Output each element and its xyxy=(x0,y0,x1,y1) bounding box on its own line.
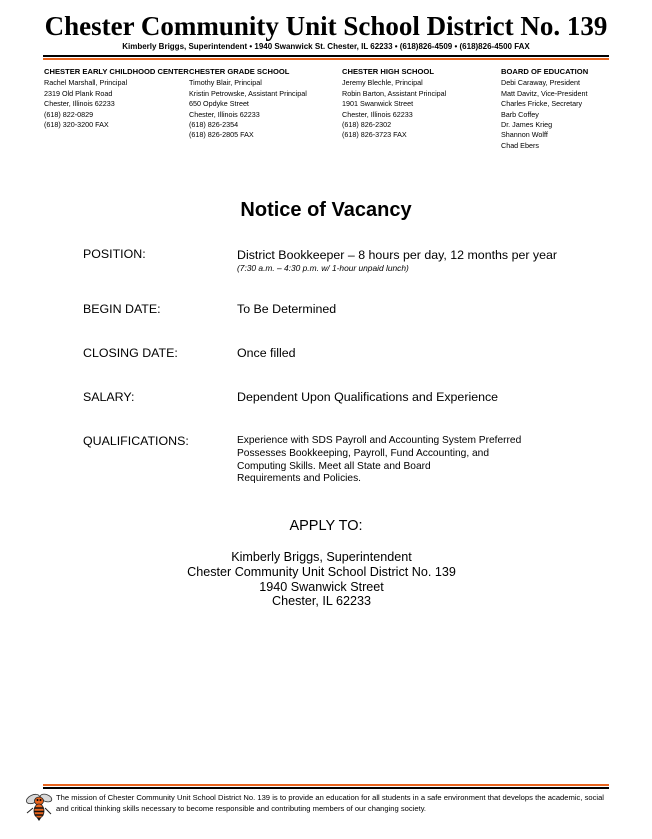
early-childhood-center-block xyxy=(44,67,189,130)
district-title: Chester Community Unit School District No. 139 xyxy=(44,11,608,41)
closing-date-value: Once filled xyxy=(237,346,296,360)
apply-to-heading: APPLY TO: xyxy=(289,518,363,534)
grade-school-block xyxy=(189,67,307,141)
column-heading: CHESTER HIGH SCHOOL xyxy=(342,67,434,76)
header-rule-orange xyxy=(43,58,609,60)
closing-date-label: CLOSING DATE: xyxy=(83,346,178,360)
footer-rule-orange xyxy=(43,784,609,786)
column-line: Chester, Illinois 62233 xyxy=(44,99,115,109)
district-contact-line: Kimberly Briggs, Superintendent • 1940 Swanwick St. Chester, IL 62233 • (618)826-4509 • (618)826-4500 FAX xyxy=(122,42,530,51)
column-line: Chester, Illinois 62233 xyxy=(342,109,413,119)
column-line: (618) 826-2302 xyxy=(342,120,392,130)
column-line: (618) 826-3723 FAX xyxy=(342,130,407,140)
column-line: (618) 822-0829 xyxy=(44,109,94,119)
column-line: (618) 320-3200 FAX xyxy=(44,120,109,130)
column-line: 1901 Swanwick Street xyxy=(342,99,414,109)
qualifications-label: QUALIFICATIONS: xyxy=(83,434,189,448)
apply-address-block xyxy=(0,550,643,609)
column-line: (618) 826-2354 xyxy=(189,120,239,130)
qualifications-line: Possesses Bookkeeping, Payroll, Fund Accounting, and xyxy=(237,447,490,459)
salary-label: SALARY: xyxy=(83,390,135,404)
column-line: Dr. James Krieg xyxy=(501,120,553,130)
qualifications-line: Experience with SDS Payroll and Accounting System Preferred xyxy=(237,435,522,446)
column-heading: CHESTER GRADE SCHOOL xyxy=(189,67,290,76)
column-line: 650 Opdyke Street xyxy=(189,99,249,109)
high-school-block xyxy=(342,67,446,141)
column-line: Chester, Illinois 62233 xyxy=(189,109,260,119)
address-line: 1940 Swanwick Street xyxy=(259,579,384,594)
column-heading: CHESTER EARLY CHILDHOOD CENTER xyxy=(44,67,189,76)
qualifications-line: Requirements and Policies. xyxy=(237,473,362,485)
position-value: District Bookkeeper – 8 hours per day, 12 months per year xyxy=(237,248,558,262)
column-line: Barb Coffey xyxy=(501,109,539,119)
mission-statement: The mission of Chester Community Unit School District No. 139 is to provide an education for all students in a safe environment that develops the academic, social and critical thinking skills necessary to become responsible and contributing members of our changing society. xyxy=(56,793,604,814)
column-line: Chad Ebers xyxy=(501,140,539,150)
address-line: Chester, IL 62233 xyxy=(272,594,371,609)
position-value-block xyxy=(237,248,557,273)
qualifications-value xyxy=(237,435,521,486)
hornet-mascot-icon xyxy=(24,789,54,821)
address-line: Chester Community Unit School District No. 139 xyxy=(187,564,456,579)
column-line: Timothy Blair, Principal xyxy=(189,78,262,88)
column-line: (618) 826-2805 FAX xyxy=(189,130,254,140)
column-line: Charles Fricke, Secretary xyxy=(501,99,583,109)
header-rule-black xyxy=(43,55,609,57)
footer-rule-black xyxy=(43,787,609,789)
board-of-education-block xyxy=(501,67,588,151)
column-line: Robin Barton, Assistant Principal xyxy=(342,88,447,98)
column-line: Jeremy Blechle, Principal xyxy=(342,78,423,88)
notice-title: Notice of Vacancy xyxy=(240,199,412,221)
column-heading: BOARD OF EDUCATION xyxy=(501,67,589,76)
qualifications-line: Computing Skills. Meet all State and Board xyxy=(237,460,431,472)
column-line: Shannon Wolff xyxy=(501,130,548,140)
column-line: Kristin Petrowske, Assistant Principal xyxy=(189,88,307,98)
column-line: 2319 Old Plank Road xyxy=(44,88,113,98)
column-line: Rachel Marshall, Principal xyxy=(44,78,128,88)
position-hours-note: (7:30 a.m. – 4:30 p.m. w/ 1-hour unpaid lunch) xyxy=(237,263,409,273)
column-line: Matt Davitz, Vice-President xyxy=(501,88,588,98)
begin-date-value: To Be Determined xyxy=(237,302,337,316)
position-label: POSITION: xyxy=(83,247,146,261)
salary-value: Dependent Upon Qualifications and Experience xyxy=(237,390,499,404)
column-line: Debi Caraway, President xyxy=(501,78,580,88)
begin-date-label: BEGIN DATE: xyxy=(83,302,161,316)
address-line: Kimberly Briggs, Superintendent xyxy=(231,550,412,564)
